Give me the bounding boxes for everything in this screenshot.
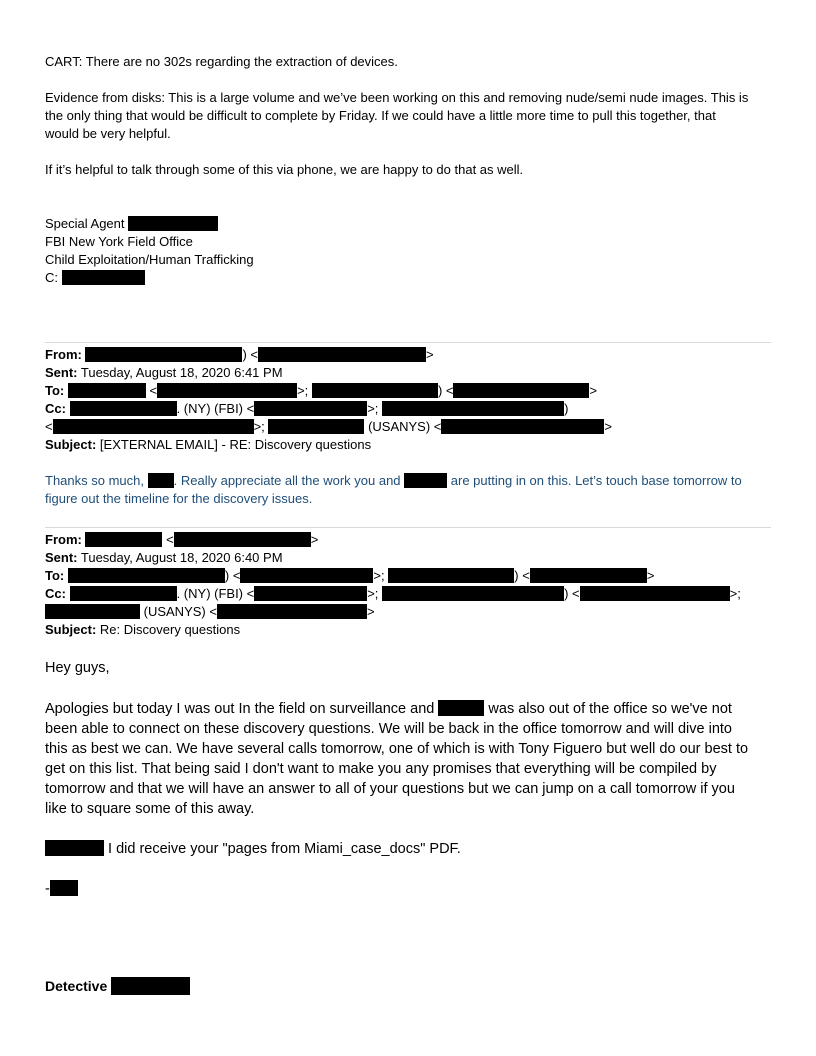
sent-value: Tuesday, August 18, 2020 6:41 PM (80, 365, 283, 380)
email1-from (45, 346, 434, 364)
subject-value: Re: Discovery questions (99, 622, 241, 637)
redaction (312, 383, 438, 398)
phone-line: If it’s helpful to talk through some of this via phone, we are happy to do that as well. (45, 162, 524, 177)
redaction (85, 532, 162, 547)
email1-sent (45, 364, 283, 382)
body-text: are putting in on this. Let’s touch base tomorrow to (450, 473, 742, 488)
to-sep: > (646, 568, 655, 583)
email2-greeting: Hey guys, (45, 660, 110, 676)
email2-para-line-1 (45, 699, 732, 719)
sig-unit: Child Exploitation/Human Trafficking (45, 252, 254, 267)
email2-para-line-6: like to square some of this away. (45, 801, 255, 817)
dash: - (45, 881, 50, 897)
sig-title: Detective (45, 978, 108, 994)
redaction (388, 568, 514, 583)
redaction (404, 473, 447, 488)
redaction (382, 586, 564, 601)
email2-to (45, 567, 654, 585)
redaction (441, 419, 604, 434)
email-separator (45, 342, 771, 343)
sig-title-line (45, 215, 218, 233)
cc-sep: . (NY) (FBI) < (176, 586, 255, 601)
from-label: From: (45, 532, 82, 547)
body-text: I did receive your "pages from Miami_case_docs" PDF. (108, 841, 461, 857)
sig-cell-line (45, 269, 145, 287)
to-sep: ) < (514, 568, 530, 583)
redaction (258, 347, 426, 362)
email1-body-line-2: figure out the timeline for the discovery issues. (45, 491, 313, 506)
email2-pdf-line (45, 839, 461, 859)
body-text: was also out of the office so we've not (488, 701, 732, 717)
redaction (45, 604, 140, 619)
subject-value: [EXTERNAL EMAIL] - RE: Discovery questions (99, 437, 372, 452)
email2-subject (45, 621, 240, 639)
email2-para-line-2: been able to connect on these discovery questions. We will be back in the office tomorrow and will dive into (45, 721, 732, 737)
email1-body-line-1 (45, 472, 742, 490)
cc-sep: >; (729, 586, 741, 601)
redaction (453, 383, 589, 398)
redaction (580, 586, 730, 601)
cc-sep: (USANYS) < (368, 419, 442, 434)
redaction (85, 347, 242, 362)
redaction (45, 840, 104, 856)
subject-label: Subject: (45, 437, 97, 452)
redaction (254, 401, 367, 416)
redaction (240, 568, 373, 583)
evidence-line-3: would be very helpful. (45, 126, 171, 141)
to-sep: ) < (224, 568, 241, 583)
redaction (268, 419, 364, 434)
cc-sep: >; (367, 586, 379, 601)
cart-line: CART: There are no 302s regarding the extraction of devices. (45, 54, 398, 69)
to-label: To: (45, 568, 65, 583)
redaction (53, 419, 254, 434)
cc-sep: > (366, 604, 375, 619)
email2-cc (45, 585, 741, 603)
from-label: From: (45, 347, 82, 362)
redaction (174, 532, 311, 547)
redaction (62, 270, 145, 285)
redaction (438, 700, 484, 716)
evidence-line-2: the only thing that would be difficult to complete by Friday. If we could have a little more time to pull this together, that (45, 108, 716, 123)
to-sep: < (149, 383, 158, 398)
redaction (111, 977, 190, 995)
email2-from (45, 531, 318, 549)
email1-subject (45, 436, 371, 454)
redaction (68, 383, 146, 398)
email2-para-line-3: this as best we can. We have several calls tomorrow, one of which is with Tony Figuero but well do our best to (45, 741, 749, 757)
redaction (70, 401, 177, 416)
to-sep: >; (297, 383, 309, 398)
to-sep: > (589, 383, 598, 398)
email1-cc-cont (45, 418, 612, 436)
sig-office: FBI New York Field Office (45, 234, 193, 249)
redaction (217, 604, 367, 619)
email2-para-line-4: get on this list. That being said I don't want to make you any promises that everything will be compiled by (45, 761, 717, 777)
cc-label: Cc: (45, 401, 66, 416)
redaction (530, 568, 647, 583)
cc-sep: > (604, 419, 612, 434)
cc-label: Cc: (45, 586, 66, 601)
from-sep: ) < (242, 347, 259, 362)
cc-sep: >; (367, 401, 379, 416)
cc-sep: . (NY) (FBI) < (176, 401, 255, 416)
body-text: Apologies but today I was out In the field on surveillance and (45, 701, 435, 717)
from-end: > (310, 532, 319, 547)
email1-cc (45, 400, 568, 418)
to-label: To: (45, 383, 65, 398)
sig-cell-label: C: (45, 270, 58, 285)
email2-para-line-5: tomorrow and that we will have an answer to all of your questions but we can jump on a call tomorrow if you (45, 781, 735, 797)
cc-sep: < (45, 419, 53, 434)
redaction (157, 383, 297, 398)
to-sep: >; (373, 568, 385, 583)
redaction (148, 473, 174, 488)
redaction (68, 568, 225, 583)
redaction (254, 586, 367, 601)
sig-title: Special Agent (45, 216, 125, 231)
redaction (70, 586, 177, 601)
evidence-line-1: Evidence from disks: This is a large volume and we’ve been working on this and removing nude/semi nude images. This is (45, 90, 749, 105)
email1-to (45, 382, 597, 400)
email-separator (45, 527, 771, 528)
cc-sep: ) < (564, 586, 580, 601)
email2-cc-cont (45, 603, 375, 621)
body-text: Thanks so much, (45, 473, 144, 488)
redaction (50, 880, 78, 896)
to-sep: ) < (437, 383, 454, 398)
cc-sep: ) (564, 401, 569, 416)
from-end: > (426, 347, 434, 362)
email2-dash-line (45, 879, 78, 899)
email2-sent (45, 549, 283, 567)
from-sep: < (166, 532, 174, 547)
redaction (382, 401, 564, 416)
body-text: . Really appreciate all the work you and (173, 473, 401, 488)
email2-signature (45, 976, 190, 996)
subject-label: Subject: (45, 622, 97, 637)
sent-value: Tuesday, August 18, 2020 6:40 PM (80, 550, 283, 565)
sent-label: Sent: (45, 365, 78, 380)
redaction (128, 216, 218, 231)
cc-sep: >; (253, 419, 265, 434)
cc-sep: (USANYS) < (143, 604, 217, 619)
sent-label: Sent: (45, 550, 78, 565)
